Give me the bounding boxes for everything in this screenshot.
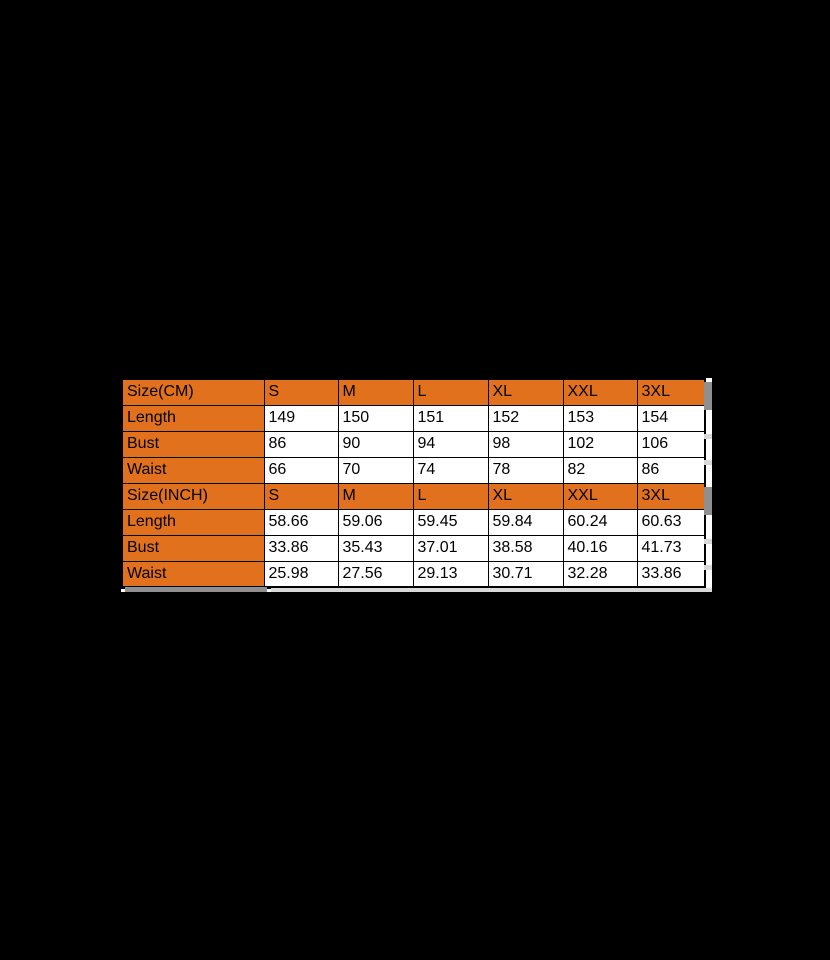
measurement-label-cell: Length: [122, 405, 264, 431]
size-name-header-cell: M: [338, 483, 413, 509]
measurement-row: [122, 431, 705, 457]
size-name-header-cell: L: [413, 483, 488, 509]
measurement-value-cell: 82: [563, 457, 637, 483]
size-unit-header-cell: Size(INCH): [122, 483, 264, 509]
measurement-value-cell: 70: [338, 457, 413, 483]
size-chart-table: [121, 378, 706, 589]
measurement-value-cell: 94: [413, 431, 488, 457]
size-name-header-cell: XXL: [563, 379, 637, 405]
size-name-header-cell: 3XL: [637, 483, 705, 509]
bottom-border-shadow: [271, 588, 712, 592]
measurement-value-cell: 102: [563, 431, 637, 457]
measurement-value-cell: 25.98: [264, 561, 338, 587]
row-border-shadow: [704, 434, 712, 439]
measurement-value-cell: 33.86: [264, 535, 338, 561]
row-border-shadow: [704, 460, 712, 465]
measurement-value-cell: 152: [488, 405, 563, 431]
measurement-row: [122, 535, 705, 561]
measurement-value-cell: 149: [264, 405, 338, 431]
measurement-value-cell: 29.13: [413, 561, 488, 587]
header-row-shadow: [704, 487, 712, 515]
measurement-value-cell: 58.66: [264, 509, 338, 535]
measurement-value-cell: 59.06: [338, 509, 413, 535]
size-name-header-cell: XL: [488, 379, 563, 405]
measurement-value-cell: 60.24: [563, 509, 637, 535]
measurement-value-cell: 78: [488, 457, 563, 483]
size-header-row: [122, 379, 705, 405]
measurement-value-cell: 30.71: [488, 561, 563, 587]
measurement-value-cell: 33.86: [637, 561, 705, 587]
measurement-value-cell: 90: [338, 431, 413, 457]
measurement-row: [122, 561, 705, 587]
measurement-row: [122, 457, 705, 483]
measurement-value-cell: 41.73: [637, 535, 705, 561]
measurement-value-cell: 86: [637, 457, 705, 483]
measurement-value-cell: 153: [563, 405, 637, 431]
size-name-header-cell: 3XL: [637, 379, 705, 405]
measurement-value-cell: 35.43: [338, 535, 413, 561]
size-name-header-cell: XL: [488, 483, 563, 509]
size-name-header-cell: S: [264, 483, 338, 509]
measurement-label-cell: Waist: [122, 561, 264, 587]
measurement-value-cell: 27.56: [338, 561, 413, 587]
measurement-label-cell: Waist: [122, 457, 264, 483]
measurement-row: [122, 405, 705, 431]
size-unit-header-cell: Size(CM): [122, 379, 264, 405]
measurement-value-cell: 32.28: [563, 561, 637, 587]
size-name-header-cell: XXL: [563, 483, 637, 509]
measurement-value-cell: 86: [264, 431, 338, 457]
label-column-shadow: [125, 587, 267, 592]
measurement-value-cell: 74: [413, 457, 488, 483]
row-border-shadow: [704, 539, 712, 544]
measurement-value-cell: 38.58: [488, 535, 563, 561]
measurement-value-cell: 151: [413, 405, 488, 431]
measurement-value-cell: 40.16: [563, 535, 637, 561]
row-border-shadow: [704, 565, 712, 570]
header-row-shadow: [704, 382, 712, 410]
measurement-label-cell: Bust: [122, 535, 264, 561]
size-chart: [121, 378, 712, 592]
measurement-value-cell: 60.63: [637, 509, 705, 535]
size-chart-body: [122, 379, 705, 587]
measurement-value-cell: 66: [264, 457, 338, 483]
size-name-header-cell: S: [264, 379, 338, 405]
measurement-label-cell: Bust: [122, 431, 264, 457]
size-name-header-cell: M: [338, 379, 413, 405]
measurement-label-cell: Length: [122, 509, 264, 535]
measurement-value-cell: 59.84: [488, 509, 563, 535]
measurement-value-cell: 59.45: [413, 509, 488, 535]
measurement-value-cell: 106: [637, 431, 705, 457]
measurement-value-cell: 98: [488, 431, 563, 457]
size-header-row: [122, 483, 705, 509]
measurement-value-cell: 37.01: [413, 535, 488, 561]
measurement-value-cell: 154: [637, 405, 705, 431]
measurement-row: [122, 509, 705, 535]
measurement-value-cell: 150: [338, 405, 413, 431]
size-name-header-cell: L: [413, 379, 488, 405]
